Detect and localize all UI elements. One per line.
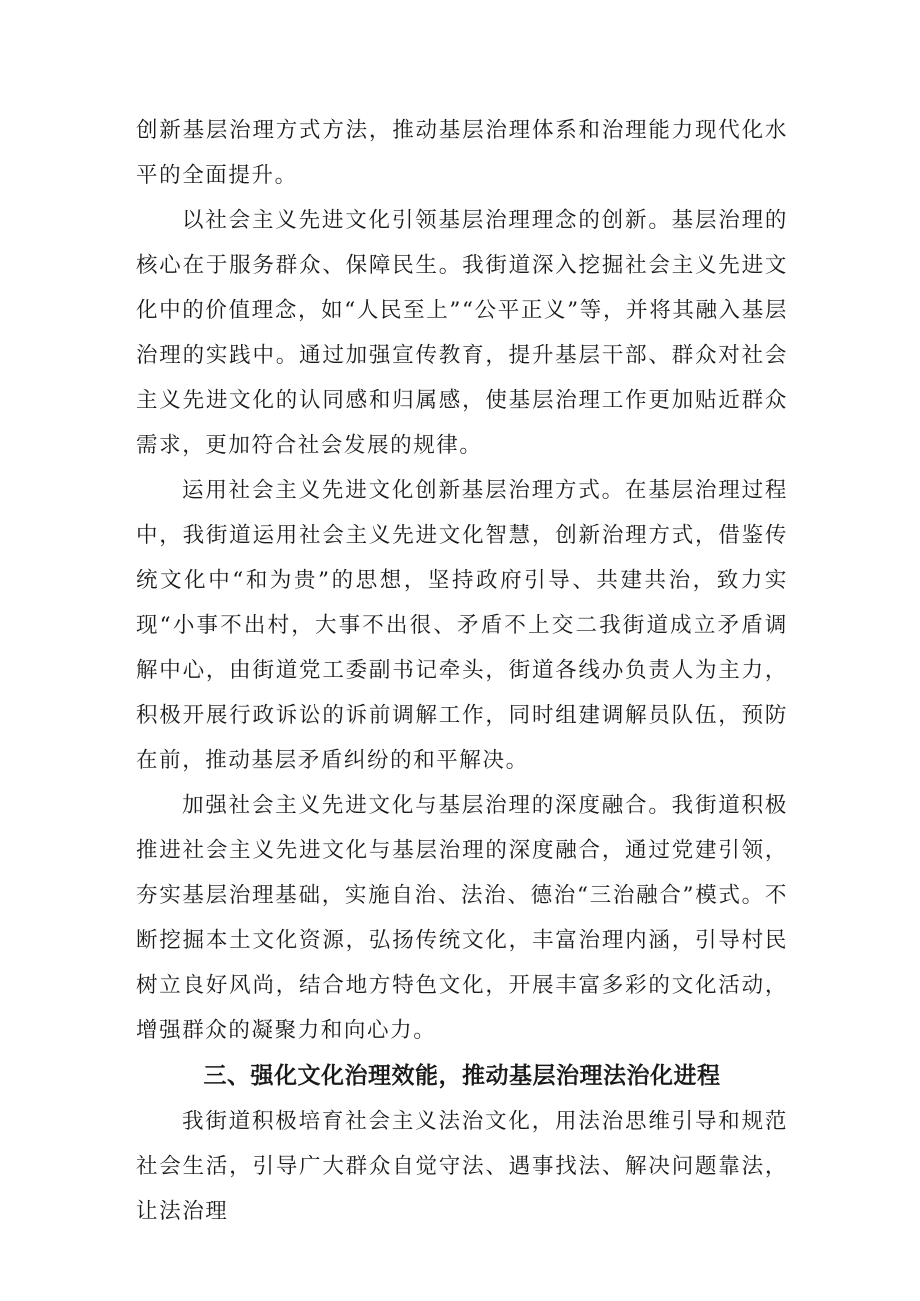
paragraph-continuation: 创新基层治理方式方法，推动基层治理体系和治理能力现代化水平的全面提升。 bbox=[136, 118, 788, 188]
document-body bbox=[136, 108, 788, 1234]
paragraph-deep-integration: 加强社会主义先进文化与基层治理的深度融合。我街道积极推进社会主义先进文化与基层治理的深度融合，通过党建引领，夯实基层治理基础，实施自治、法治、德治“三治融合”模式。不断挖掘本土文化资源，弘扬传统文化，丰富治理内涵，引导村民树立良好风尚，结合地方特色文化，开展丰富多彩的文化活动，增强群众的凝聚力和向心力。 bbox=[136, 793, 788, 1043]
paragraph-rule-of-law-culture: 我街道积极培育社会主义法治文化，用法治思维引导和规范社会生活，引导广大群众自觉守法、遇事找法、解决问题靠法，让法治理 bbox=[136, 1109, 788, 1224]
section-heading: 三、强化文化治理效能，推动基层治理法治化进程 bbox=[203, 1063, 721, 1089]
paragraph-culture-innovates-method: 运用社会主义先进文化创新基层治理方式。在基层治理过程中，我街道运用社会主义先进文化智慧，创新治理方式，借鉴传统文化中“和为贵”的思想，坚持政府引导、共建共治，致力实现“小事不出村，大事不出很、矛盾不上交二我街道成立矛盾调解中心，由街道党工委副书记牵头，街道各线办负责人为主力，积极开展行政诉讼的诉前调解工作，同时组建调解员队伍，预防在前，推动基层矛盾纠纷的和平解决。 bbox=[136, 478, 788, 773]
paragraph-culture-leads-concept: 以社会主义先进文化引领基层治理理念的创新。基层治理的核心在于服务群众、保障民生。我街道深入挖掘社会主义先进文化中的价值理念，如“人民至上”“公平正义”等，并将其融入基层治理的实践中。通过加强宣传教育，提升基层干部、群众对社会主义先进文化的认同感和归属感，使基层治理工作更加贴近群众需求，更加符合社会发展的规律。 bbox=[136, 208, 788, 458]
